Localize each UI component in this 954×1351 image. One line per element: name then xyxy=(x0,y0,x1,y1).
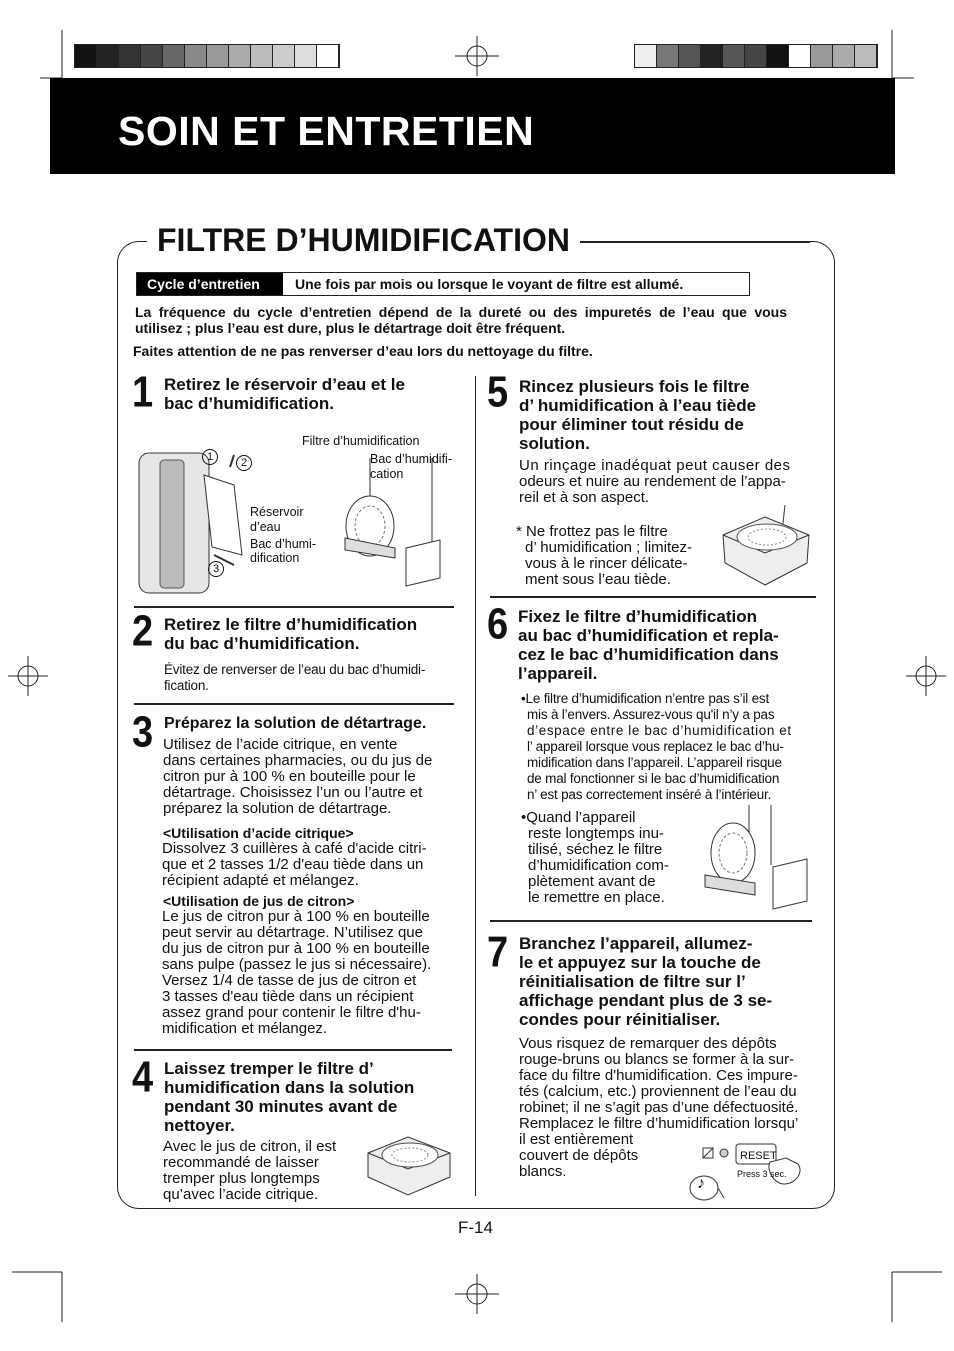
step-6-title-4: l’appareil. xyxy=(518,664,598,683)
step-7-body-6: Remplacez le filtre d’humidification lorsqu’ xyxy=(519,1115,799,1132)
label-filter: Filtre d’humidification xyxy=(302,434,420,448)
step-3-sub1-title: <Utilisation d’acide citrique> xyxy=(163,825,354,841)
step-3-sub2-body-1: Le jus de citron pur à 100 % en bouteille xyxy=(162,908,430,925)
step-3-sub2-title: <Utilisation de jus de citron> xyxy=(163,893,355,909)
step-6-title-2: au bac d’humidification et repla- xyxy=(518,626,779,645)
step-6-number: 6 xyxy=(487,600,509,650)
step-3-body-2: dans certaines pharmacies, ou du jus de xyxy=(163,752,433,769)
step-7-title-2: le et appuyez sur la touche de xyxy=(519,953,761,972)
label-tray-1: Bac d’humidifi- xyxy=(370,452,452,466)
cycle-text: Une fois par mois ou lorsque le voyant de filtre est allumé. xyxy=(295,276,684,292)
step-7-body-7: il est entièrement xyxy=(519,1131,634,1148)
step-6-bullet1-2: mis à l’envers. Assurez-vous qu'il n’y a pas xyxy=(527,707,775,722)
step-3-sub2-body-2: peut servir au détartrage. N’utilisez que xyxy=(162,924,423,941)
step-6-bullet1-5: midification dans l’appareil. L’appareil risque xyxy=(527,755,782,770)
step-4-number: 4 xyxy=(132,1053,154,1103)
step-rule-3-4 xyxy=(134,1049,452,1051)
step-6-bullet1-4: l’ appareil lorsque vous replacez le bac d’hu- xyxy=(527,739,784,754)
step-rule-1-2 xyxy=(134,606,454,608)
step-5-note-3: vous à le rincer délicate- xyxy=(525,555,688,572)
step-7-number: 7 xyxy=(487,928,509,978)
step-5-note-1: * Ne frottez pas le filtre xyxy=(516,523,668,540)
step-1-number: 1 xyxy=(132,368,154,418)
label-tray2-2: dification xyxy=(250,551,300,565)
step-4-body-3: tremper plus longtemps xyxy=(163,1170,320,1187)
step-6-bullet2-1: •Quand l’appareil xyxy=(521,809,636,826)
step-4-title-3: pendant 30 minutes avant de xyxy=(164,1097,398,1116)
step-2-title-1: Retirez le filtre d’humidification xyxy=(164,615,418,634)
step-7-title-5: condes pour réinitialiser. xyxy=(519,1010,721,1029)
step-4-body-1: Avec le jus de citron, il est xyxy=(163,1138,337,1155)
step-6-bullet2-2: reste longtemps inu- xyxy=(528,825,664,842)
step-2-body-1: Évitez de renverser de l’eau du bac d’humidi- xyxy=(164,662,426,677)
step-5-title-3: pour éliminer tout résidu de xyxy=(519,415,744,434)
maintenance-cycle-box xyxy=(136,272,750,296)
step-6-bullet2-6: le remettre en place. xyxy=(528,889,665,906)
step-5-body-2: odeurs et nuire au rendement de l’appa- xyxy=(519,473,786,490)
step-3-sub2-body-3: du jus de citron pur à 100 % en bouteille xyxy=(162,940,430,957)
step-5-title-4: solution. xyxy=(519,434,590,453)
step-3-body-5: préparez la solution de détartrage. xyxy=(163,800,392,817)
step-4-title-1: Laissez tremper le filtre d’ xyxy=(164,1059,374,1078)
music-note-icon: ♪ xyxy=(697,1175,705,1192)
step-rule-5-6 xyxy=(490,596,816,598)
step-5-title-2: d’ humidification à l’eau tiède xyxy=(519,396,757,415)
step-6-bullet1-1: •Le filtre d’humidification n’entre pas s’il est xyxy=(521,691,770,706)
step-7-body-9: blancs. xyxy=(519,1163,567,1180)
cycle-label: Cycle d’entretien xyxy=(137,273,283,295)
step-2-number: 2 xyxy=(132,607,154,657)
intro-line-3: Faites attention de ne pas renverser d’eau lors du nettoyage du filtre. xyxy=(133,343,593,359)
step-7-body-8: couvert de dépôts xyxy=(519,1147,639,1164)
title-rule xyxy=(580,241,810,243)
step-3-body-4: détartrage. Choisissez l’un ou l’autre et xyxy=(163,784,423,801)
step-2-body-2: fication. xyxy=(164,678,209,693)
step-3-sub1-body-3: récipient adapté et mélangez. xyxy=(162,872,359,889)
step-3-body-1: Utilisez de l’acide citrique, en vente xyxy=(163,736,398,753)
step-5-body-3: reil et à son aspect. xyxy=(519,489,650,506)
filter-tray-illustration xyxy=(340,458,460,588)
refit-tray-illustration xyxy=(695,805,815,915)
step-rule-2-3 xyxy=(134,703,454,705)
step-7-body-1: Vous risquez de remarquer des dépôts xyxy=(519,1035,777,1052)
step-3-sub1-body-1: Dissolvez 3 cuillères à café d'acide citri- xyxy=(162,840,427,857)
page-title: SOIN ET ENTRETIEN xyxy=(118,108,535,154)
step-1-title-1: Retirez le réservoir d’eau et le xyxy=(164,375,405,394)
step-7-title-4: affichage pendant plus de 3 se- xyxy=(519,991,773,1010)
step-3-sub2-body-5: Versez 1/4 de tasse de jus de citron et xyxy=(162,972,417,989)
circled-number-1: 1 xyxy=(202,449,218,465)
step-6-bullet1-3: d’espace entre le bac d’humidification et xyxy=(527,723,792,738)
reset-label: RESET xyxy=(740,1150,777,1162)
step-6-bullet2-4: d’humidification com- xyxy=(528,857,669,874)
step-5-note-4: ment sous l’eau tiède. xyxy=(525,571,671,588)
step-6-title-1: Fixez le filtre d’humidification xyxy=(518,607,757,626)
step-3-title: Préparez la solution de détartrage. xyxy=(164,715,427,732)
step-6-bullet2-3: tilisé, séchez le filtre xyxy=(528,841,663,858)
step-5-number: 5 xyxy=(487,368,509,418)
step-6-title-3: cez le bac d’humidification dans xyxy=(518,645,779,664)
step-4-body-2: recommandé de laisser xyxy=(163,1154,319,1171)
label-tray2-1: Bac d’humi- xyxy=(250,537,316,551)
label-tank-1: Réservoir xyxy=(250,505,304,519)
step-5-note-2: d’ humidification ; limitez- xyxy=(525,539,692,556)
step-2-title-2: du bac d’humidification. xyxy=(164,634,360,653)
step-3-sub2-body-4: sans pulpe (passez le jus si nécessaire). xyxy=(162,956,432,973)
step-4-body-4: qu’avec l’acide citrique. xyxy=(163,1186,319,1203)
step-5-title-1: Rincez plusieurs fois le filtre xyxy=(519,377,750,396)
step-3-sub2-body-6: 3 tasses d'eau tiède dans un récipient xyxy=(162,988,414,1005)
step-4-title-2: humidification dans la solution xyxy=(164,1078,415,1097)
step-6-bullet1-6: de mal fonctionner si le bac d’humidification xyxy=(527,771,780,786)
step-rule-6-7 xyxy=(490,920,812,922)
step-3-sub2-body-7: assez grand pour contenir le filtre d'hu- xyxy=(162,1004,421,1021)
step-3-sub2-body-8: midification et mélangez. xyxy=(162,1020,328,1037)
step-6-bullet2-5: plètement avant de xyxy=(528,873,656,890)
section-title: FILTRE D’HUMIDIFICATION xyxy=(147,222,580,259)
step-3-sub1-body-2: que et 2 tasses 1/2 d'eau tiède dans un xyxy=(162,856,424,873)
step-5-body-1: Un rinçage inadéquat peut causer des xyxy=(519,457,791,474)
header-band xyxy=(50,78,895,174)
step-7-body-4: tés (calcium, etc.) proviennent de l’eau du xyxy=(519,1083,797,1100)
press-label: Press 3 sec. xyxy=(737,1169,787,1179)
circled-number-3: 3 xyxy=(208,561,224,577)
label-tank-2: d’eau xyxy=(250,520,281,534)
soaking-basin-illustration xyxy=(358,1133,458,1203)
step-7-title-3: réinitialisation de filtre sur l’ xyxy=(519,972,746,991)
step-7-body-5: robinet; il ne s’agit pas d’une défectuosité. xyxy=(519,1099,799,1116)
page-number: F-14 xyxy=(458,1218,493,1237)
step-7-title-1: Branchez l’appareil, allumez- xyxy=(519,934,753,953)
step-3-number: 3 xyxy=(132,708,154,758)
intro-line-1: La fréquence du cycle d’entretien dépend de la dureté ou des impuretés de l’eau que vous xyxy=(135,304,787,320)
step-7-body-2: rouge-bruns ou blancs se former à la sur- xyxy=(519,1051,795,1068)
step-6-bullet1-7: n’ est pas correctement inséré à l’intérieur. xyxy=(527,787,772,802)
label-tray-2: cation xyxy=(370,467,404,481)
step-7-body-3: face du filtre d'humidification. Ces impure- xyxy=(519,1067,798,1084)
step-4-title-4: nettoyer. xyxy=(164,1116,235,1135)
step-3-body-3: citron pur à 100 % en bouteille pour le xyxy=(163,768,416,785)
column-divider xyxy=(475,376,476,1196)
step-1-title-2: bac d’humidification. xyxy=(164,394,335,413)
intro-line-2: utilisez ; plus l’eau est dure, plus le détartrage doit être fréquent. xyxy=(135,320,566,336)
rinsing-basin-illustration xyxy=(715,505,815,595)
circled-number-2: 2 xyxy=(236,455,252,471)
